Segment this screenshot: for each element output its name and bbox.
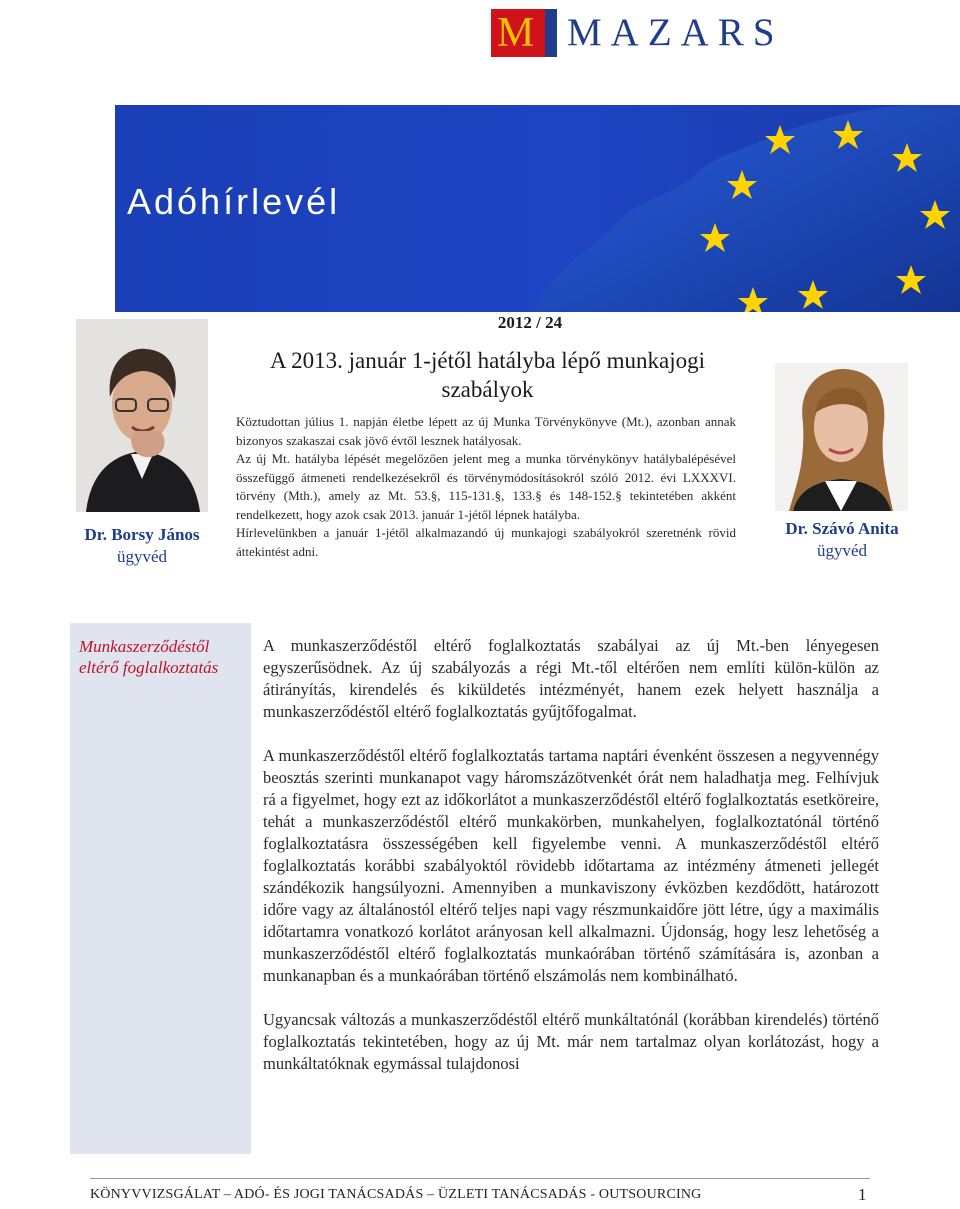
newsletter-banner	[115, 105, 960, 312]
intro-text	[236, 413, 736, 561]
footer-rule	[90, 1178, 870, 1179]
footer-text: KÖNYVVIZSGÁLAT – ADÓ- ÉS JOGI TANÁCSADÁS – ÜZLETI TANÁCSADÁS - OUTSOURCING	[90, 1187, 702, 1202]
headline: A 2013. január 1-jétől hatályba lépő munkajogi szabályok	[270, 348, 705, 402]
logo-text: MAZARS	[567, 11, 784, 54]
author-right	[774, 518, 910, 562]
section-body	[263, 635, 879, 1097]
logo-mark	[491, 9, 557, 57]
author-photo-right	[775, 363, 908, 511]
intro-paragraph: Köztudottan július 1. napján életbe lépett az új Munka Törvénykönyve (Mt.), azonban annak bizonyos szakaszai csak jövő évtől lesznek hatályosak.	[236, 414, 736, 448]
body-paragraph: A munkaszerződéstől eltérő foglalkoztatás szabályai az új Mt.-ben lényegesen egyszerűsödnek. Az új szabályozás a régi Mt.-től eltérően nem említi külön-külön az átirányítás, kirendelés és kiküldetés intézményét, hanem ezek helyett használja a munkaszerződéstől eltérő foglalkoztatás gyűjtőfogalmat.	[263, 636, 879, 721]
page-number: 1	[858, 1185, 867, 1204]
issue-number: 2012 / 24	[497, 313, 563, 332]
europe-map-shape	[535, 105, 960, 312]
section-label: Munkaszerződéstől eltérő foglalkoztatás	[79, 637, 219, 677]
author-left-name: Dr. Borsy János	[84, 525, 200, 544]
author-left	[74, 524, 210, 568]
section-sidebar	[70, 623, 251, 1154]
body-paragraph: A munkaszerződéstől eltérő foglalkoztatás tartama naptári évenként összesen a negyvennégy beosztás szerinti munkanapot vagy háromszázötvenkét órát nem haladhatja meg. Felhívjuk rá a figyelmet, hogy ezt az időkorlátot a munkaszerződéstől eltérő foglalkoztatás esetköreire, tehát a munkaszerződéstől eltérő munkakörben, munkahelyen, foglalkoztatónál történő foglalkoztatásra összességében kell figyelembe venni. A munkaszerződéstől eltérő foglalkoztatás korábbi szabályoktól rövidebb időtartama az intézmény átmeneti jellegét szándékozik hangsúlyozni. Amennyiben a munkaviszony évközben kezdődött, határozott időre vagy az általánostól eltérő teljes napi vagy részmunkaidőre jött létre, úgy a maximális időtartamra vonatkozó korlátot arányosan kell alkalmazni. Újdonság, hogy lesz lehetőség a munkaszerződéstől eltérő foglalkoztatás munkaórában történő számítására is, azonban a munkanapban és a munkaórában történő elszámolás nem kombinálható.	[263, 746, 879, 985]
banner-title: Adóhírlevél	[127, 181, 341, 222]
intro-paragraph: Az új Mt. hatályba lépését megelőzően jelent meg a munka törvénykönyv hatálybalépésével összefüggő átmeneti rendelkezésekről és törvénymódosításokról szóló 2012. évi LXXXVI. törvény (Mth.), amely az Mt. 53.§, 115-131.§, 133.§ és 148-152.§ tekintetében akként rendelkezett, hogy azok csak 2013. január 1-jétől lépnek hatályba.	[236, 451, 736, 522]
author-right-role: ügyvéd	[816, 541, 868, 560]
author-right-name: Dr. Szávó Anita	[785, 519, 899, 538]
intro-paragraph: Hírlevelünkben a január 1-jétől alkalmazandó új munkajogi szabályokról szeretnénk rövid áttekintést adni.	[236, 525, 736, 559]
author-left-role: ügyvéd	[116, 547, 168, 566]
body-paragraph: Ugyancsak változás a munkaszerződéstől eltérő munkáltatónál (korábban kirendelés) történő foglalkoztatás tekintetében, hogy az új Mt. már nem tartalmaz olyan korlátozást, hogy a munkáltatóknak egymással tulajdonosi	[263, 1010, 879, 1073]
mazars-logo	[491, 9, 784, 57]
logo-mark-bar	[545, 9, 557, 57]
author-photo-left	[76, 319, 208, 512]
logo-mark-letter: M	[497, 10, 535, 56]
